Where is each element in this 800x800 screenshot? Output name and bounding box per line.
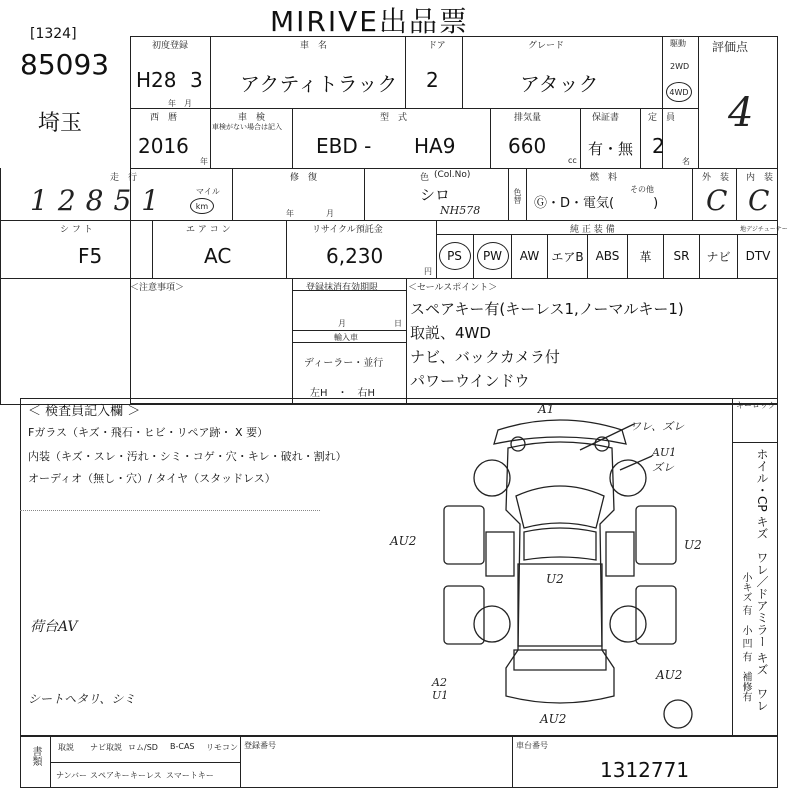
- reg-no-label: 登録番号: [244, 741, 276, 750]
- equip-dtv: DTV: [745, 249, 771, 263]
- mileage-label: 走 行: [110, 173, 138, 183]
- inspector-line-2: 内装（キズ・スレ・汚れ・シミ・コゲ・穴・キレ・破れ・割れ）: [28, 450, 347, 463]
- right-door: [606, 532, 634, 576]
- equipment-row: [436, 234, 778, 278]
- car-name: アクティトラック: [240, 72, 398, 96]
- drive-2wd: 2WD: [670, 62, 690, 71]
- sales-point-2: 取説、4WD: [410, 324, 491, 342]
- chassis-no-label: 車台番号: [516, 741, 548, 750]
- equip-aw: AW: [512, 234, 548, 278]
- first-reg-label: 初度登録: [152, 41, 189, 51]
- note-au2-bottom: AU2: [540, 712, 567, 726]
- reg-era: H28: [136, 68, 177, 92]
- note-au2-left: AU2: [390, 534, 417, 548]
- keylock-label: キーロック: [736, 401, 776, 410]
- doors: 2: [426, 68, 439, 92]
- displacement-label: 排気量: [514, 113, 542, 123]
- inspector-line-3: オーディオ（無し・穴）/ タイヤ（スタッドレス）: [28, 472, 276, 485]
- ext-label: 外 装: [702, 173, 730, 183]
- lot-number: 85093: [20, 48, 110, 81]
- aircon: AC: [204, 244, 232, 268]
- note-u2-right: U2: [684, 538, 702, 552]
- note-au2-br: AU2: [656, 668, 683, 682]
- doc-spare-key: スペアキー: [90, 771, 130, 780]
- import-label: 輸入車: [334, 333, 358, 342]
- side-legend: ホイル・CP キズ ワレ／ドアミラー キズ ワレ: [755, 448, 769, 712]
- aircon-label: エ ア コ ン: [186, 225, 231, 235]
- shift: F5: [78, 244, 103, 268]
- model-type-label: 型 式: [380, 113, 408, 123]
- car-name-label: 車 名: [300, 41, 328, 51]
- windshield: [516, 486, 604, 528]
- fuel: Ⓖ・D・電気( ): [534, 196, 659, 211]
- ext-grade: C: [706, 184, 728, 217]
- recycle-fee: 6,230: [326, 244, 384, 268]
- doc-manual: 取説: [58, 743, 74, 752]
- leader-1: [580, 424, 634, 450]
- notes-label: ＜注意事項＞: [130, 283, 185, 293]
- equip-ps: [436, 234, 474, 278]
- fr-wheel: [636, 506, 676, 564]
- color-no-label: (Col.No): [434, 170, 471, 180]
- equipment-label: 純 正 装 備: [570, 225, 615, 235]
- sales-point-3: ナビ、バックカメラ付: [410, 348, 560, 366]
- spare-wheel: [664, 700, 692, 728]
- inspector-label: ＜ 検査員記入欄 ＞: [28, 404, 141, 419]
- score-label: 評価点: [712, 40, 749, 54]
- equip-leather: 革: [628, 234, 664, 278]
- warranty: 有・無: [588, 140, 634, 158]
- note-ware-zure: ワレ、ズレ: [630, 420, 685, 433]
- note-deck: 荷台AV: [30, 619, 78, 635]
- sales-points-label: ＜セールスポイント＞: [408, 283, 498, 293]
- wheel-circle-rr: [610, 606, 646, 642]
- note-a2-u1: A2 U1: [432, 676, 449, 702]
- doc-keyless: キーレス: [130, 771, 162, 780]
- equip-airbag: エアB: [548, 234, 588, 278]
- lot-code: [1324]: [30, 26, 77, 42]
- displacement: 660: [508, 134, 547, 158]
- form-title: MIRIVE出品票: [270, 5, 469, 38]
- doc-bcas: B-CAS: [170, 742, 195, 751]
- note-u2-center: U2: [546, 572, 564, 586]
- grade: アタック: [520, 72, 599, 96]
- score: 4: [728, 90, 754, 136]
- note-a1: A1: [538, 402, 555, 416]
- equip-pw: [474, 234, 512, 278]
- mileage-unit: マイル: [196, 187, 220, 196]
- year-month-label: 年 月: [168, 99, 192, 108]
- doc-smart-key: スマートキー: [166, 771, 214, 780]
- warranty-label: 保証書: [592, 113, 620, 123]
- side-legend-2: 小キズ 有 小 凹 有 補修有: [740, 572, 751, 702]
- yen-unit: 円: [424, 267, 432, 276]
- model-type: HA9: [414, 134, 456, 158]
- grade-label: グレード: [528, 41, 565, 51]
- region: 埼玉: [38, 111, 83, 136]
- equip-dtv-note: 地デジチューナー: [740, 226, 788, 233]
- drive-label: 駆動: [670, 39, 686, 48]
- drive-4wd: 4WD: [669, 87, 689, 97]
- equip-pw-label: PW: [482, 249, 503, 263]
- dealer-label: ディーラー・並行: [304, 358, 384, 369]
- wheel-circle-fl: [474, 460, 510, 496]
- note-seat: シートヘタリ、シミ: [28, 692, 136, 706]
- wheel-circle-rl: [474, 606, 510, 642]
- chassis-no: 1312771: [600, 758, 690, 782]
- fuel-label: 燃 料: [590, 173, 618, 183]
- repaint-label: 色替: [513, 188, 522, 204]
- docs-label: 書類: [30, 746, 41, 766]
- doc-rom: ロム/SD: [128, 743, 158, 752]
- mileage: 12851: [30, 184, 170, 217]
- int-grade: C: [748, 184, 770, 217]
- note-au1-zure: AU1 ズレ: [652, 446, 677, 474]
- equip-navi: ナビ: [700, 234, 738, 278]
- mirror-left: [511, 437, 525, 451]
- reg-valid-month: 月: [338, 319, 346, 328]
- color-label: 色: [420, 173, 430, 183]
- fl-wheel: [444, 506, 484, 564]
- wheel-circle-fr: [610, 460, 646, 496]
- model-year: 2016: [138, 134, 189, 158]
- equip-ps-label: PS: [447, 249, 462, 263]
- fuel-other-label: その他: [630, 185, 654, 194]
- history-label: 修 復: [290, 173, 318, 183]
- doc-plate: ナンバー: [56, 771, 88, 780]
- reg-month: 3: [190, 68, 203, 92]
- model-year-label: 西 暦: [150, 113, 178, 123]
- shift-label: シ フ ト: [60, 225, 93, 235]
- reg-valid-day: 日: [394, 319, 402, 328]
- km-circle: [190, 198, 214, 214]
- doc-navi-manual: ナビ取説: [90, 743, 122, 752]
- inspector-line-1: Fガラス（キズ・飛石・ヒビ・リペア跡・ X 要）: [28, 426, 269, 439]
- doors-label: ドア: [428, 41, 446, 51]
- shaken-label: 車 検: [238, 113, 266, 123]
- drive-4wd-circle: [666, 82, 692, 102]
- history-year-month: 年 月: [286, 209, 334, 218]
- mileage-unit-km: km: [195, 201, 209, 211]
- capacity: 2: [652, 134, 665, 158]
- model-type-prefix: EBD -: [316, 134, 372, 158]
- doc-remote: リモコン: [206, 743, 238, 752]
- equip-abs: ABS: [588, 234, 628, 278]
- color-code: NH578: [440, 204, 481, 217]
- leader-2: [620, 456, 652, 470]
- color: シロ: [420, 186, 451, 204]
- recycle-label: リサイクル預託金: [312, 225, 383, 235]
- capacity-unit: 名: [682, 157, 690, 166]
- left-door: [486, 532, 514, 576]
- capacity-label: 定 員: [648, 113, 676, 123]
- int-label: 内 装: [746, 173, 774, 183]
- shaken-note: 車検がない場合は記入: [212, 123, 282, 131]
- sales-point-4: パワーウインドウ: [410, 372, 530, 390]
- rear-tailgate: [514, 650, 606, 670]
- front-bumper: [494, 420, 626, 444]
- handle-label: 左H ・ 右H: [310, 388, 376, 399]
- year-unit: 年: [200, 157, 208, 166]
- equip-sr: SR: [664, 234, 700, 278]
- cab-roof: [524, 528, 596, 560]
- sales-point-1: スペアキー有(キーレス1,ノーマルキー1): [410, 300, 684, 318]
- cc-unit: cc: [568, 156, 577, 165]
- reg-valid-label: 登録抹消有効期限: [306, 283, 379, 293]
